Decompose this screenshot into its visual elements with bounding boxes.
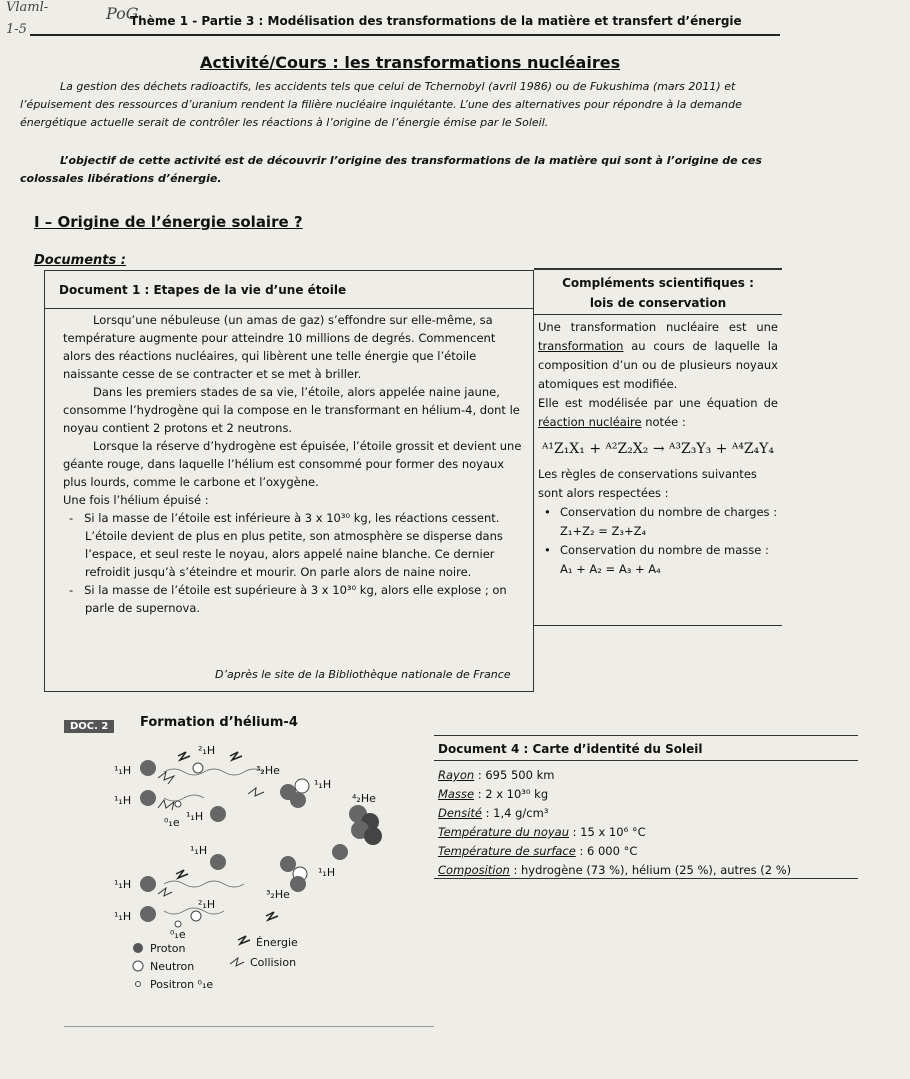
- theme-header: Thème 1 - Partie 3 : Modélisation des transformations de la matière et transfert d’énergie: [130, 14, 742, 28]
- proton: [290, 876, 306, 892]
- field-value: : 695 500 km: [477, 768, 555, 782]
- paragraph: Les règles de conservations suivantes sont alors respectées :: [538, 467, 757, 500]
- text: notée :: [645, 415, 686, 429]
- reaction-path: [164, 769, 264, 914]
- paragraph: Lorsque la réserve d’hydrogène est épuisée, l’étoile grossit et devient une géante rouge, dans laquelle l’hélium est consommé pour former des noyaux plus lourds, comme le carbone et l’oxygène.: [63, 439, 522, 489]
- document-4-body: [438, 766, 858, 880]
- legend-proton-icon: [133, 943, 143, 953]
- field-label: Masse: [438, 787, 475, 801]
- sun-density: [438, 804, 858, 823]
- document-1: [44, 270, 534, 692]
- proton: [140, 906, 156, 922]
- paragraph: [538, 318, 778, 394]
- legend-energy: Énergie: [256, 936, 298, 949]
- document-4: [434, 735, 858, 879]
- complements-title: Compléments scientifiques :: [562, 276, 754, 290]
- handwritten-note: Vlaml-: [6, 0, 49, 15]
- underlined-term: transformation: [538, 339, 624, 353]
- handwritten-note: PoG: [106, 4, 139, 23]
- legend-energy-icon: [238, 936, 250, 944]
- legend-collision-icon: [230, 958, 244, 966]
- source-citation: D’après le site de la Bibliothèque nationale de France: [215, 668, 511, 681]
- field-value: : hydrogène (73 %), hélium (25 %), autres (2 %): [513, 863, 792, 877]
- field-label: Température du noyau: [438, 825, 569, 839]
- proton: [140, 760, 156, 776]
- field-value: : 2 x 10³⁰ kg: [477, 787, 549, 801]
- field-label: Rayon: [438, 768, 475, 782]
- paragraph: Lorsqu’une nébuleuse (un amas de gaz) s’effondre sur elle-même, sa température augmente pour atteindre 10 millions de degrés. Commencent alors des réactions nucléaires, qui libèrent une telle énergie que l’étoile naissante cesse de se contracter et se met à briller.: [63, 313, 496, 381]
- legend-collision: Collision: [250, 956, 297, 969]
- rule-title: Conservation du nombre de charges :: [560, 505, 778, 519]
- label-h1: ¹₁H: [114, 878, 132, 891]
- proton: [140, 876, 156, 892]
- documents-label: Documents :: [34, 253, 126, 268]
- label-h1: ¹₁H: [318, 866, 336, 879]
- field-value: : 1,4 g/cm³: [485, 806, 549, 820]
- doc-2-title: Formation d’hélium-4: [140, 715, 298, 730]
- label-he3: ³₂He: [256, 764, 280, 777]
- label-positron: ⁰₁e: [170, 928, 186, 941]
- label-h1: ¹₁H: [114, 764, 132, 777]
- legend-neutron: Neutron: [150, 960, 195, 973]
- divider: [64, 1026, 434, 1027]
- divider: [534, 314, 782, 315]
- page-title: Activité/Cours : les transformations nucléaires: [200, 53, 621, 72]
- rule-equation: A₁ + A₂ = A₃ + A₄: [560, 562, 661, 576]
- paragraph: [538, 394, 778, 432]
- proton: [210, 854, 226, 870]
- neutron: [193, 763, 203, 773]
- handwritten-note: 1-5: [6, 22, 27, 37]
- divider: [434, 760, 858, 761]
- label-h1: ¹₁H: [190, 844, 208, 857]
- conservation-rule-charge: [538, 503, 778, 541]
- neutron: [295, 779, 309, 793]
- sun-surface-temperature: [438, 842, 858, 861]
- nuclear-equation: ᴬ¹Z₁X₁ + ᴬ²Z₂X₂ → ᴬ³Z₃Y₃ + ᴬ⁴Z₄Y₄: [541, 441, 775, 457]
- proton: [140, 790, 156, 806]
- section-title: I – Origine de l’énergie solaire ?: [34, 213, 303, 231]
- header-divider: [30, 34, 780, 36]
- bullet-text: Si la masse de l’étoile est supérieure à 3 x 10³⁰ kg, alors elle explose ; on parle de supernova.: [84, 583, 507, 615]
- positron: [175, 801, 181, 807]
- scientific-complements: [534, 268, 782, 626]
- label-h1: ¹₁H: [314, 778, 332, 791]
- label-h1: ¹₁H: [114, 910, 132, 923]
- complements-subtitle: lois de conservation: [589, 296, 727, 310]
- collision-icon: [158, 772, 264, 896]
- sun-mass: [438, 785, 858, 804]
- intro-paragraph: [20, 78, 780, 132]
- field-label: Température de surface: [438, 844, 576, 858]
- document-1-title: Document 1 : Etapes de la vie d’une étoile: [59, 283, 347, 297]
- label-h2: ²₁H: [198, 744, 216, 757]
- underlined-term: réaction nucléaire: [538, 415, 642, 429]
- rule-title: Conservation du nombre de masse :: [560, 543, 769, 557]
- paragraph: Dans les premiers stades de sa vie, l’étoile, alors appelée naine jaune, consomme l’hydrogène qui la compose en le transformant en hélium-4, dont le noyau contient 2 protons et 2 neutrons.: [63, 385, 520, 435]
- complements-body: [538, 318, 778, 579]
- label-h1: ¹₁H: [186, 810, 204, 823]
- label-h1: ¹₁H: [114, 794, 132, 807]
- helium-formation-diagram: [70, 736, 430, 998]
- intro-text: La gestion des déchets radioactifs, les accidents tels que celui de Tchernobyl (avril 1986) ou de Fukushima (mars 2011) et l’épuisement des ressources d’uranium rendent la filière nucléaire inquiétante. L’une des alternatives pour répondre à la demande énergétique actuelle serait de contrôler les réactions à l’origine de l’énergie émise par le Soleil.: [20, 80, 742, 129]
- objective-text: L’objectif de cette activité est de découvrir l’origine des transformations de la matière qui sont à l’origine de ces colossales libérations d’énergie.: [20, 154, 762, 185]
- field-value: : 6 000 °C: [579, 844, 638, 858]
- label-he4: ⁴₂He: [352, 792, 376, 805]
- conservation-rule-mass: [538, 541, 778, 579]
- rule-equation: Z₁+Z₂ = Z₃+Z₄: [560, 524, 647, 538]
- doc-2-badge: DOC. 2: [64, 720, 114, 733]
- sun-composition: [438, 861, 858, 880]
- energy-icon: [176, 752, 278, 920]
- document-1-body: [63, 311, 523, 617]
- positron: [175, 921, 181, 927]
- field-value: : 15 x 10⁶ °C: [572, 825, 646, 839]
- bullet-item: - Si la masse de l’étoile est inférieure à 3 x 10³⁰ kg, les réactions cessent. L’étoile devient de plus en plus petite, son atmosphère se disperse dans l’espace, et seul reste le noyau, alors appelé naine blanche. Ce dernier refroidit jusqu’à s’éteindre et mourir. On parle alors de naine noire.: [69, 511, 503, 579]
- legend-proton: Proton: [150, 942, 186, 955]
- proton: [290, 792, 306, 808]
- text: Elle est modélisée par une équation de: [538, 396, 778, 410]
- field-label: Composition: [438, 863, 510, 877]
- document-4-title: Document 4 : Carte d’identité du Soleil: [438, 742, 703, 756]
- legend-neutron-icon: [133, 961, 143, 971]
- text: au cours de laquelle la composition d’un ou de plusieurs noyaux atomiques est modifiée.: [538, 339, 778, 391]
- bullet-text: Si la masse de l’étoile est inférieure à 3 x 10³⁰ kg, les réactions cessent. L’étoile devient de plus en plus petite, son atmosphère se disperse dans l’espace, et seul reste le noyau, alors appelé naine blanche. Ce dernier refroidit jusqu’à s’éteindre et mourir. On parle alors de naine noire.: [84, 511, 503, 579]
- proton: [280, 856, 296, 872]
- divider: [45, 308, 533, 309]
- legend-positron: Positron ⁰₁e: [150, 978, 214, 991]
- legend-positron-icon: [136, 982, 141, 987]
- label-he3: ³₂He: [266, 888, 290, 901]
- proton: [210, 806, 226, 822]
- objective-paragraph: [20, 152, 780, 188]
- paragraph: Une fois l’hélium épuisé :: [63, 493, 209, 507]
- proton: [332, 844, 348, 860]
- label-positron: ⁰₁e: [164, 816, 180, 829]
- label-h2: ²₁H: [198, 898, 216, 911]
- neutron: [191, 911, 201, 921]
- field-label: Densité: [438, 806, 482, 820]
- text: Une transformation nucléaire est une: [538, 320, 778, 334]
- bullet-item: - Si la masse de l’étoile est supérieure à 3 x 10³⁰ kg, alors elle explose ; on parle de supernova.: [69, 583, 507, 615]
- neutron: [364, 827, 382, 845]
- sun-core-temperature: [438, 823, 858, 842]
- sun-radius: [438, 766, 858, 785]
